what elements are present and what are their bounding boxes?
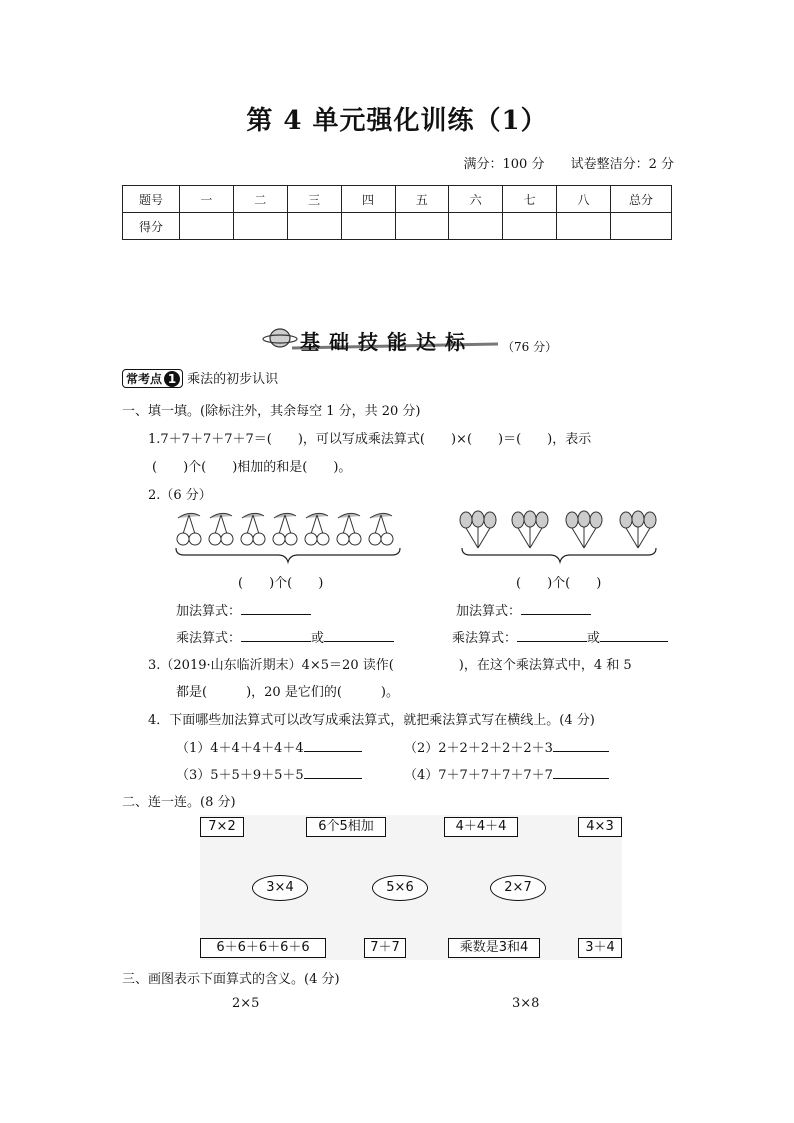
score-cell[interactable] [557,213,611,240]
table-cell: 六 [449,186,503,213]
match-top-box[interactable]: 4＋4＋4 [444,817,518,837]
table-cell: 题号 [123,186,180,213]
item-text: （4）7＋7＋7＋7＋7＋7 [404,768,553,783]
match-top-box[interactable]: 6个5相加 [306,817,386,837]
answer-blank[interactable] [517,629,587,642]
answer-blank[interactable] [324,629,394,642]
score-cell[interactable] [449,213,503,240]
table-cell: 总分 [611,186,672,213]
left-mul-row [176,627,394,646]
q3-item: 2×5 [232,996,260,1011]
table-cell: 一 [180,186,234,213]
score-cell[interactable] [503,213,557,240]
tag-label: 常考点 [126,372,163,386]
answer-blank[interactable] [241,629,311,642]
q1-p2-label: 2.（6 分） [148,488,212,503]
or-label: 或 [587,631,601,646]
section-title: 基础技能达标 [300,330,474,354]
q1-p1-line2: ( )个( )相加的和是( )。 [152,460,352,475]
neat-score: 试卷整洁分：2 分 [570,157,674,172]
q3-header: 三、画图表示下面算式的含义。(4 分) [122,972,340,987]
q1-p2-left-caption: ( )个( ) [238,576,324,591]
table-cell: 七 [503,186,557,213]
q1-p4-item [176,764,362,783]
q1-p4-item [176,737,362,756]
cherry-icon [209,513,233,545]
cherry-icon [241,513,265,545]
add-label: 加法算式： [456,604,522,619]
add-label: 加法算式： [176,604,242,619]
score-table [122,185,672,240]
q2-header: 二、连一连。(8 分) [122,795,236,810]
exam-point-tag [122,368,278,388]
match-bottom-box[interactable]: 3＋4 [578,938,622,958]
match-top-box[interactable]: 7×2 [200,817,244,837]
balloon-icon [566,511,602,548]
left-add-row [176,600,311,619]
answer-blank[interactable] [600,629,668,642]
right-mul-row [452,627,668,646]
mul-label: 乘法算式： [452,631,518,646]
match-top-box[interactable]: 4×3 [578,817,622,837]
balloon-icon [460,511,496,548]
balloon-icon [620,511,656,548]
score-cell[interactable] [287,213,341,240]
q3-item: 3×8 [512,996,540,1011]
cherry-icon [305,513,329,545]
q1-p4-item [404,764,609,783]
table-cell: 二 [233,186,287,213]
item-text: （3）5＋5＋9＋5＋5 [176,768,304,783]
match-bottom-box[interactable]: 7＋7 [364,938,406,958]
table-cell: 三 [287,186,341,213]
table-cell: 四 [341,186,395,213]
q1-p1-line1: 1.7＋7＋7＋7＋7＝( )，可以写成乘法算式( )×( )＝( )，表示 [148,432,592,447]
full-score: 满分：100 分 [463,157,545,172]
match-middle-oval[interactable]: 5×6 [372,875,428,901]
section-banner [262,322,562,358]
answer-blank[interactable] [521,602,591,615]
answer-blank[interactable] [304,739,362,752]
score-cell[interactable] [180,213,234,240]
section-points: （76 分） [502,340,558,354]
score-info [442,153,675,172]
balloons-brace [462,548,656,562]
mul-label: 乘法算式： [176,631,242,646]
cherries-figure [172,508,404,564]
q1-p2-right-caption: ( )个( ) [516,576,602,591]
table-cell: 得分 [123,213,180,240]
table-cell: 八 [557,186,611,213]
score-cell[interactable] [233,213,287,240]
answer-blank[interactable] [304,766,362,779]
tag-box [122,369,183,388]
score-table-header-row [123,186,672,213]
cherries-brace [176,548,400,562]
match-bottom-box[interactable]: 6＋6＋6＋6＋6 [200,938,326,958]
cherry-icon [177,513,201,545]
answer-blank[interactable] [553,739,609,752]
balloon-icon [512,511,548,548]
q1-p3-line1: 3.（2019·山东临沂期末）4×5＝20 读作( )，在这个乘法算式中，4 和 5 [148,658,632,673]
tag-topic: 乘法的初步认识 [187,372,279,387]
answer-blank[interactable] [241,602,311,615]
answer-blank[interactable] [553,766,609,779]
match-bottom-box[interactable]: 乘数是3和4 [448,938,540,958]
or-label: 或 [311,631,325,646]
score-table-score-row [123,213,672,240]
score-cell[interactable] [395,213,449,240]
tag-number: 1 [164,371,180,387]
match-middle-oval[interactable]: 2×7 [490,875,546,901]
right-add-row [456,600,591,619]
match-middle-oval[interactable]: 3×4 [252,875,308,901]
q1-header: 一、填一填。(除标注外，其余每空 1 分，共 20 分) [122,404,421,419]
item-text: （2）2＋2＋2＋2＋2＋3 [404,741,553,756]
score-cell[interactable] [611,213,672,240]
score-cell[interactable] [341,213,395,240]
balloons-figure [452,508,664,564]
q1-p3-line2: 都是( )，20 是它们的( )。 [176,685,399,700]
q1-p4-header: 4．下面哪些加法算式可以改写成乘法算式，就把乘法算式写在横线上。(4 分) [148,713,595,728]
cherry-icon [337,513,361,545]
cherry-icon [273,513,297,545]
cherry-icon [369,513,393,545]
item-text: （1）4＋4＋4＋4＋4 [176,741,304,756]
page-title: 第 4 单元强化训练（1） [246,106,548,136]
table-cell: 五 [395,186,449,213]
q1-p4-item [404,737,609,756]
